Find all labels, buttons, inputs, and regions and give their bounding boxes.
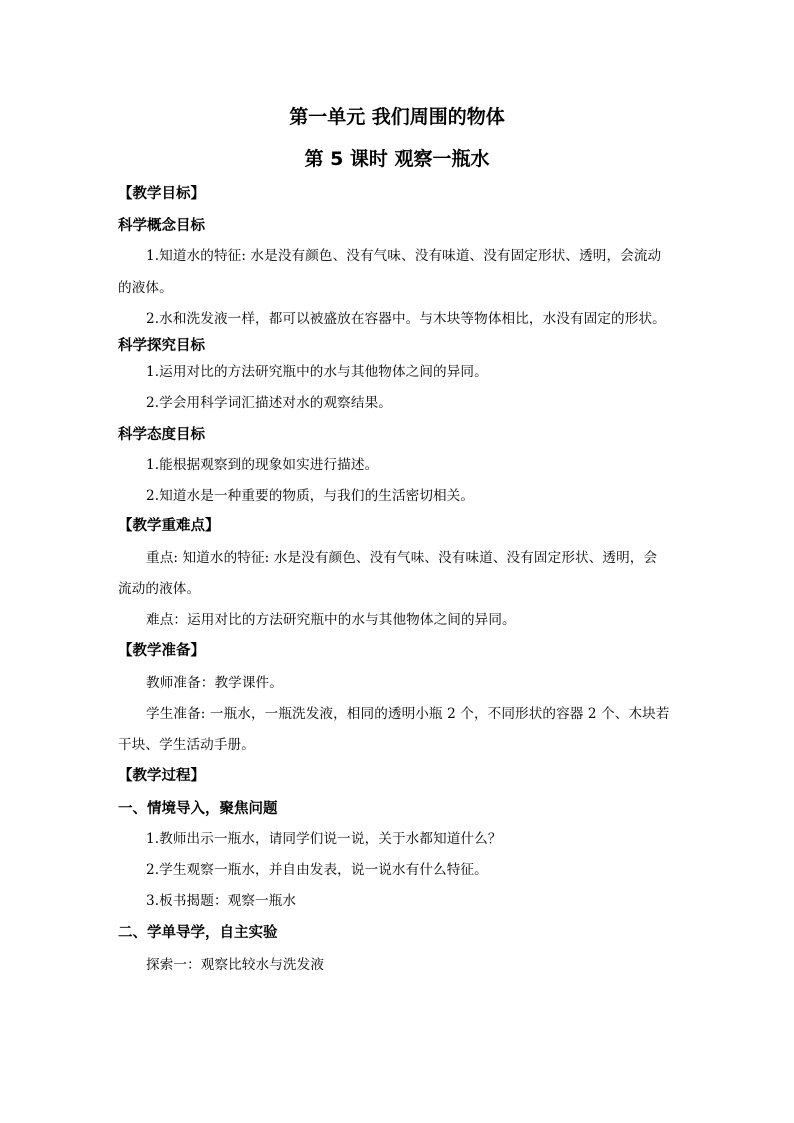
student-preparation-line-1: 学生准备: 一瓶水，一瓶洗发液，相同的透明小瓶 2 个，不同形状的容器 2 个、木块若 bbox=[146, 706, 670, 722]
attitude-item-2: 2.知道水是一种重要的物质，与我们的生活密切相关。 bbox=[146, 488, 475, 504]
page-title: 第一单元 我们周围的物体 bbox=[289, 106, 505, 128]
difficulty: 难点：运用对比的方法研究瓶中的水与其他物体之间的异同。 bbox=[146, 612, 516, 628]
process-heading: 【教学过程】 bbox=[118, 768, 205, 784]
key-points-heading: 【教学重难点】 bbox=[118, 518, 220, 534]
attitude-objectives-heading: 科学态度目标 bbox=[118, 427, 205, 443]
concept-item-2: 2.水和洗发液一样，都可以被盛放在容器中。与木块等物体相比，水没有固定的形状。 bbox=[146, 311, 666, 327]
part-1-item-2: 2.学生观察一瓶水，并自由发表，说一说水有什么特征。 bbox=[146, 862, 488, 878]
concept-item-1-line-2: 的液体。 bbox=[118, 280, 173, 296]
lesson-subtitle: 第 5 课时 观察一瓶水 bbox=[304, 148, 490, 170]
part-2-heading: 二、学单导学，自主实验 bbox=[118, 925, 278, 941]
concept-objectives-heading: 科学概念目标 bbox=[118, 218, 205, 234]
objectives-heading: 【教学目标】 bbox=[118, 186, 205, 202]
inquiry-item-1: 1.运用对比的方法研究瓶中的水与其他物体之间的异同。 bbox=[146, 364, 488, 380]
student-preparation-line-2: 干块、学生活动手册。 bbox=[118, 737, 255, 753]
part-1-item-1: 1.教师出示一瓶水，请同学们说一说，关于水都知道什么？ bbox=[146, 831, 502, 847]
concept-item-1-line-1: 1.知道水的特征: 水是没有颜色、没有气味、没有味道、没有固定形状、透明，会流动 bbox=[146, 248, 662, 264]
preparation-heading: 【教学准备】 bbox=[118, 643, 205, 659]
inquiry-objectives-heading: 科学探究目标 bbox=[118, 338, 205, 354]
focus-line-1: 重点: 知道水的特征: 水是没有颜色、没有气味、没有味道、没有固定形状、透明，会 bbox=[146, 550, 658, 566]
focus-line-2: 流动的液体。 bbox=[118, 581, 201, 597]
part-1-heading: 一、情境导入，聚焦问题 bbox=[118, 801, 278, 817]
teacher-preparation: 教师准备：教学课件。 bbox=[146, 675, 283, 691]
part-2-explore-1: 探索一：观察比较水与洗发液 bbox=[146, 957, 325, 973]
attitude-item-1: 1.能根据观察到的现象如实进行描述。 bbox=[146, 457, 379, 473]
inquiry-item-2: 2.学会用科学词汇描述对水的观察结果。 bbox=[146, 395, 392, 411]
part-1-item-3: 3.板书揭题：观察一瓶水 bbox=[146, 893, 297, 909]
